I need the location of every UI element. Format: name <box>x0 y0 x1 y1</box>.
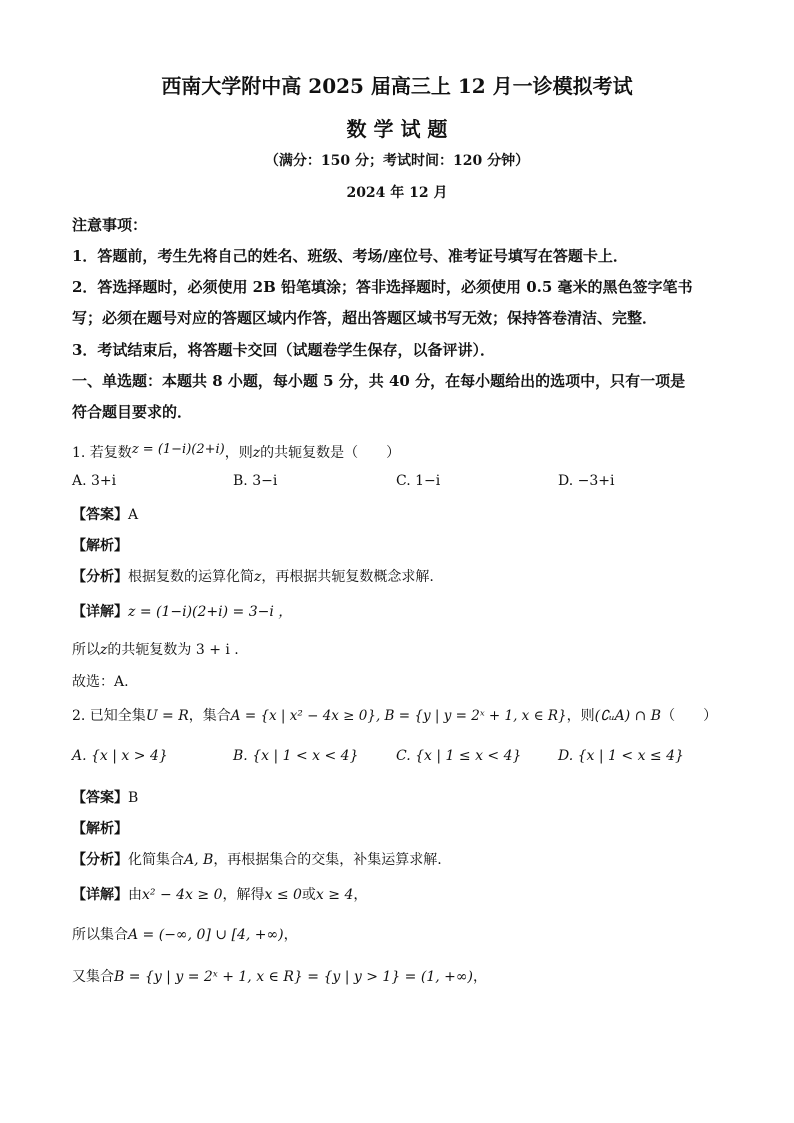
q1-answer-value: A <box>128 507 139 523</box>
q2-answer-value: B <box>128 790 139 806</box>
q2-xj-a: 由 <box>128 887 142 903</box>
q2-line2 <box>72 924 298 944</box>
q1-xiangjie-expr: z = (1−i)(2+i) = 3−i ， <box>128 604 293 620</box>
exam-meta: （满分：150 分；考试时间：120 分钟） <box>264 153 530 169</box>
q2-xiangjie-tag: 【详解】 <box>72 887 128 903</box>
q2-xj-c: x ≤ 0 <box>264 887 302 903</box>
q1-answer-tag: 【答案】 <box>72 507 128 523</box>
q1-final: 故选：A. <box>72 674 129 690</box>
q2-option-a: A. {x | x > 4} <box>72 748 168 764</box>
section-line-2: 符合题目要求的． <box>72 403 193 421</box>
q1-prefix: 1. 若复数 <box>72 445 132 461</box>
q2-fenxi <box>72 849 442 869</box>
q1-analysis-tag: 【解析】 <box>72 538 128 554</box>
q1-fenxi-tag: 【分析】 <box>72 569 128 585</box>
q1-mid: ，则 <box>224 445 253 461</box>
q2-xj-expr: x² − 4x ≥ 0 <box>142 887 223 903</box>
notice-heading: 注意事项： <box>72 216 148 234</box>
q2-option-c: C. {x | 1 ≤ x < 4} <box>396 748 522 764</box>
q2-line2-a: 所以集合 <box>72 927 128 943</box>
q2-xj-f: ， <box>353 887 368 903</box>
q2-mid2: ，则 <box>566 708 595 724</box>
q2-suffix: （ ） <box>661 708 718 724</box>
q1-fenxi-b: ，再根据共轭复数概念求解. <box>261 569 434 585</box>
q2-xj-e: x ≥ 4 <box>315 887 354 903</box>
q2-option-d: D. {x | 1 < x ≤ 4} <box>558 748 684 764</box>
q1-option-d: D. −3+i <box>558 473 615 489</box>
q1-var: z <box>252 445 261 461</box>
q2-xj-d: 或 <box>301 887 316 903</box>
q2-answer <box>72 787 138 807</box>
q2-universe: U = R <box>145 708 189 724</box>
q1-fenxi-var: z <box>254 569 262 585</box>
q2-fenxi-tag: 【分析】 <box>72 852 128 868</box>
q2-fenxi-var: A, B <box>184 852 214 868</box>
notice-item-2a: 2．答选择题时，必须使用 2B 铅笔填涂；答非选择题时，必须使用 0.5 毫米的黑色签字笔书 <box>72 278 693 296</box>
q2-sets: A = {x | x² − 4x ≥ 0}, B = {y | y = 2ˣ + 1, x ∈ R} <box>230 708 567 724</box>
q1-fenxi-a: 根据复数的运算化简 <box>128 569 254 585</box>
section-line-1: 一、单选题：本题共 8 小题，每小题 5 分，共 40 分，在每小题给出的选项中，只有一项是 <box>72 372 686 390</box>
q2-line3-expr: B = {y | y = 2ˣ + 1, x ∈ R} = {y | y > 1} = (1, +∞) <box>114 969 473 985</box>
q2-line3-b: ， <box>473 969 487 985</box>
q2-line3 <box>72 966 487 986</box>
notice-item-1: 1．答题前，考生先将自己的姓名、班级、考场/座位号、准考证号填写在答题卡上． <box>72 247 628 265</box>
q2-answer-tag: 【答案】 <box>72 790 128 806</box>
q1-conclusion <box>72 639 239 659</box>
q1-suffix: 的共轭复数是（ ） <box>260 445 401 461</box>
q2-line2-expr: A = (−∞, 0] ∪ [4, +∞) <box>128 927 284 943</box>
q1-line2-b: 的共轭复数为 3 + i . <box>107 642 239 658</box>
q2-line3-a: 又集合 <box>72 969 114 985</box>
q1-expression: z = (1−i)(2+i) <box>131 442 225 457</box>
q2-fenxi-a: 化简集合 <box>128 852 184 868</box>
q1-fenxi <box>72 566 434 586</box>
q2-line2-b: ， <box>283 927 298 943</box>
q2-xiangjie <box>72 884 367 904</box>
q2-mid1: ，集合 <box>188 708 231 724</box>
q1-option-c: C. 1−i <box>396 473 441 489</box>
q1-line2-a: 所以 <box>72 642 100 658</box>
q2-stem <box>72 705 717 725</box>
q2-expression: (∁ᵤA) ∩ B <box>594 708 662 724</box>
q1-line2-var: z <box>100 642 108 658</box>
q2-option-b: B. {x | 1 < x < 4} <box>233 748 359 764</box>
q1-xiangjie-tag: 【详解】 <box>72 604 128 620</box>
q1-xiangjie <box>72 601 292 621</box>
exam-date: 2024 年 12 月 <box>346 185 448 201</box>
q1-option-b: B. 3−i <box>233 473 278 489</box>
q2-fenxi-b: ，再根据集合的交集，补集运算求解. <box>213 852 442 868</box>
notice-item-2b: 写；必须在题号对应的答题区域内作答，超出答题区域书写无效；保持答卷清洁、完整． <box>72 309 658 327</box>
q1-option-a: A. 3+i <box>72 473 117 489</box>
q2-prefix: 2. 已知全集 <box>72 708 146 724</box>
q2-xj-b: ，解得 <box>222 887 265 903</box>
exam-title: 西南大学附中高 2025 届高三上 12 月一诊模拟考试 <box>161 74 633 98</box>
q2-analysis-tag: 【解析】 <box>72 821 128 837</box>
notice-item-3: 3．考试结束后，将答题卡交回（试题卷学生保存，以备评讲）． <box>72 341 495 359</box>
q1-answer <box>72 504 138 524</box>
exam-subtitle: 数 学 试 题 <box>346 117 448 141</box>
q1-stem <box>72 442 400 462</box>
